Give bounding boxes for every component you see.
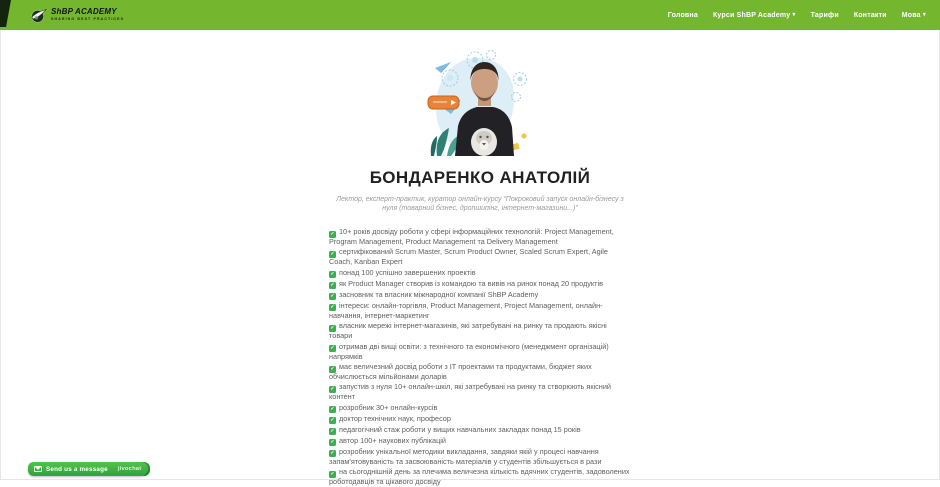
profile-subtitle: Лектор, експерт-практик, куратор онлайн-курсу “Покроковий запуск онлайн-бізнесу з нуля (товарний бізнес, дропшипінг, інтернет-магазини...)” bbox=[336, 196, 624, 212]
logo-tagline: SHARING BEST PRACTICES bbox=[51, 16, 125, 21]
profile-photo bbox=[427, 48, 533, 156]
chat-widget[interactable] bbox=[28, 462, 148, 476]
nav-item[interactable] bbox=[811, 12, 839, 19]
site-header bbox=[0, 0, 940, 30]
chevron-down-icon: ▾ bbox=[922, 11, 926, 18]
check-icon bbox=[329, 231, 336, 238]
check-icon bbox=[329, 439, 336, 446]
list-item-text: власник мережі інтернет-магазинів, які затребувані на ринку та продають якісні товари bbox=[329, 321, 607, 341]
nav-item[interactable] bbox=[854, 12, 887, 19]
nav-item-label: Курси ShBP Academy bbox=[712, 11, 791, 19]
list-item-text: інтереси: онлайн-торгівля, Product Management, Project Management, онлайн-навчання, інтернет-маркетинг bbox=[329, 300, 603, 320]
list-item bbox=[329, 279, 631, 289]
list-item-text: автор 100+ наукових публікацій bbox=[339, 435, 446, 445]
check-icon bbox=[329, 417, 336, 424]
check-icon bbox=[329, 293, 336, 300]
check-icon bbox=[329, 282, 336, 289]
nav-item-label: Контакти bbox=[853, 11, 887, 19]
nav-item[interactable] bbox=[713, 12, 796, 19]
lion-print bbox=[471, 128, 497, 156]
profile-section bbox=[10, 48, 940, 487]
list-item-text: 10+ років досвіду роботи у сфері інформаційних технологій: Project Management, Program Management, Product Management та Delivery Management bbox=[329, 227, 614, 246]
check-icon bbox=[329, 386, 336, 393]
list-item-text: отримав дві вищі освіти: з технічного та економічного (менеджмент організацій) напрямків bbox=[329, 341, 609, 361]
list-item bbox=[329, 382, 631, 401]
list-item bbox=[329, 447, 631, 466]
chat-message-label: Send us a message bbox=[46, 465, 108, 473]
list-item-text: як Product Manager створив із командою та вивів на ринок понад 20 продуктів bbox=[339, 278, 604, 288]
check-icon bbox=[329, 471, 336, 478]
list-item bbox=[329, 247, 631, 266]
check-icon bbox=[329, 428, 336, 435]
site-logo[interactable] bbox=[30, 7, 124, 24]
corner-decoration bbox=[0, 0, 11, 27]
list-item bbox=[329, 268, 631, 278]
check-icon bbox=[329, 406, 336, 413]
logo-globe-icon bbox=[30, 7, 47, 24]
envelope-icon bbox=[34, 466, 42, 472]
check-icon bbox=[329, 366, 336, 373]
chevron-down-icon: ▾ bbox=[792, 11, 796, 18]
list-item-text: засновник та власник міжнародної компанії ShBP Academy bbox=[339, 289, 539, 299]
list-item bbox=[329, 301, 631, 320]
list-item bbox=[329, 403, 631, 413]
check-icon bbox=[329, 251, 336, 258]
list-item-text: має величезний досвід роботи з ІТ проектами та продуктами, бюджет яких обчислюється мільйонами доларів bbox=[329, 362, 592, 382]
achievements-list bbox=[329, 227, 631, 487]
list-item-text: розробник 30+ онлайн-курсів bbox=[339, 402, 438, 412]
nav-item[interactable] bbox=[668, 12, 698, 19]
list-item bbox=[329, 227, 631, 246]
list-item bbox=[329, 425, 631, 435]
list-item-text: запустив з нуля 10+ онлайн-шкіл, які затребувані на ринку та створюють якісний контент bbox=[329, 382, 611, 402]
nav-item[interactable] bbox=[902, 12, 926, 19]
check-icon bbox=[329, 304, 336, 311]
list-item bbox=[329, 342, 631, 361]
list-item-text: сертифікований Scrum Master, Scrum Product Owner, Scaled Scrum Expert, Agile Coach, Kanban Expert bbox=[329, 247, 608, 267]
nav-item-label: Головна bbox=[667, 11, 698, 19]
list-item-text: доктор технічних наук, професор bbox=[339, 413, 451, 423]
list-item bbox=[329, 467, 631, 486]
list-item bbox=[329, 290, 631, 300]
list-item bbox=[329, 436, 631, 446]
list-item-text: понад 100 успішно завершених проектів bbox=[339, 267, 476, 277]
nav-item-label: Мова bbox=[901, 11, 921, 19]
page-title: БОНДАРЕНКО АНАТОЛІЙ bbox=[369, 168, 591, 187]
main-nav bbox=[668, 12, 926, 19]
check-icon bbox=[329, 345, 336, 352]
list-item-text: на сьогоднішній день за плечима величезна кількість вдячних студентів, задоволених роботодавців та цікавого досвіду bbox=[329, 467, 630, 487]
list-item bbox=[329, 321, 631, 340]
logo-text: ShBP ACADEMY bbox=[51, 7, 117, 17]
check-icon bbox=[329, 450, 336, 457]
check-icon bbox=[329, 325, 336, 332]
sign-doodle bbox=[428, 96, 459, 109]
nav-item-label: Тарифи bbox=[810, 11, 839, 19]
list-item bbox=[329, 362, 631, 381]
check-icon bbox=[329, 271, 336, 278]
list-item bbox=[329, 414, 631, 424]
chat-brand-label: jivochat bbox=[117, 466, 142, 472]
list-item-text: педагогічний стаж роботи у вищих навчальних закладах понад 15 років bbox=[339, 424, 581, 434]
list-item-text: розробник унікальної методики викладання, завдяки якій у процесі навчання запам'ятовуваність та засвоюваність матеріалів у студентів збільшується в рази bbox=[329, 446, 602, 466]
profile-photo-illustration bbox=[427, 48, 533, 156]
